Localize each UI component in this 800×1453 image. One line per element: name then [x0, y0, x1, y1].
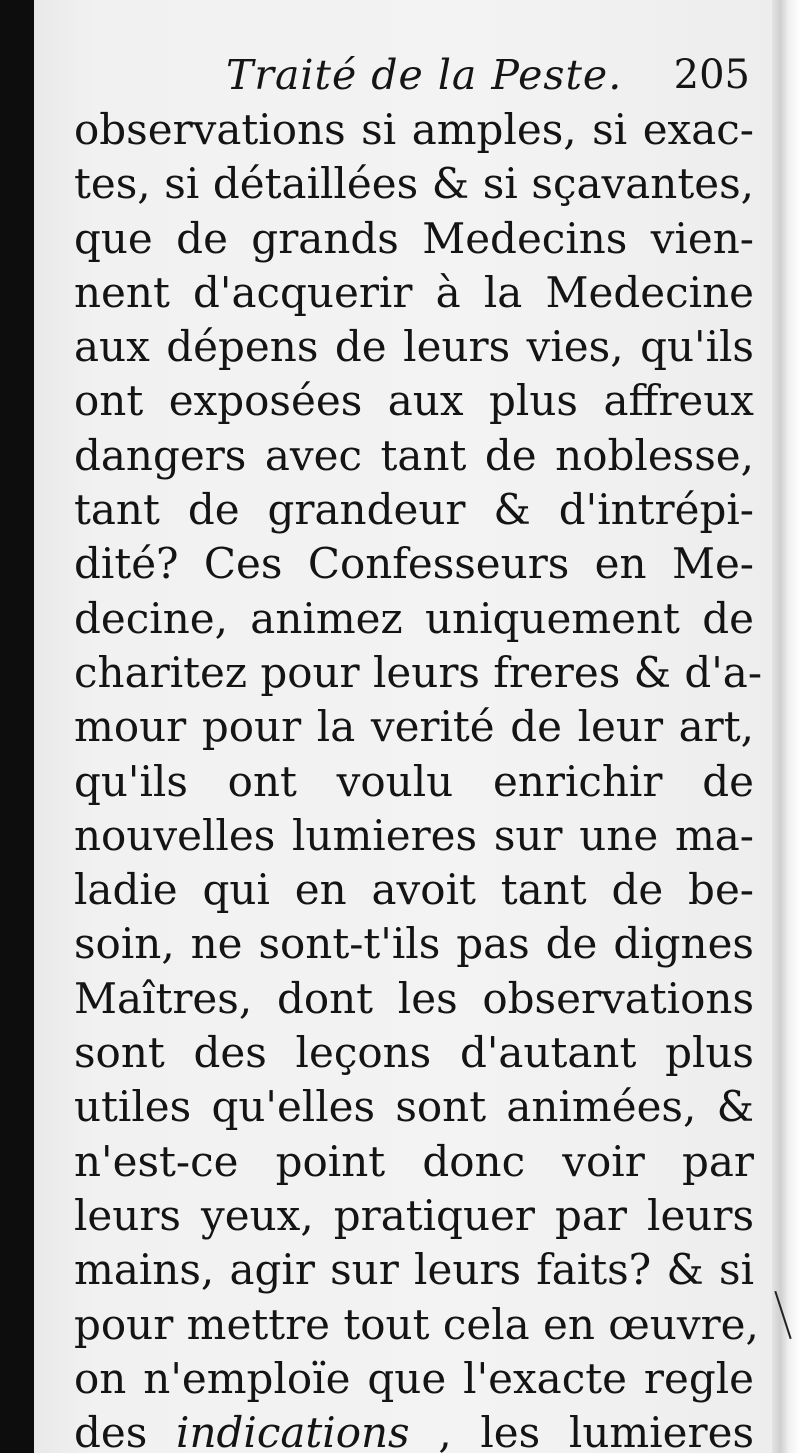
text-line: nouvelles lumieres sur une ma- [74, 810, 754, 860]
text-line: Maîtres, dont les observations [74, 973, 754, 1023]
body-text [74, 103, 763, 1453]
text-line: pour mettre tout cela en œuvre, [74, 1299, 759, 1349]
text-line: mains, agir sur leurs faits? & si [74, 1245, 754, 1295]
text-line: soin, ne sont-t'ils pas de dignes [74, 919, 754, 969]
italic-word: indications [176, 1408, 410, 1453]
text-line: qu'ils ont voulu enrichir de [74, 756, 754, 806]
text-line: n'est-ce point donc voir par [74, 1136, 754, 1186]
book-page [34, 0, 772, 1453]
text-line-last [74, 1406, 754, 1453]
page-fold-mark [774, 1291, 791, 1339]
text-line: on n'emploïe que l'exacte regle [74, 1353, 754, 1403]
text-line: mour pour la verité de leur art, [74, 702, 754, 752]
last-line-start: des [74, 1408, 148, 1453]
text-line: nent d'acquerir à la Medecine [74, 267, 754, 317]
text-line: que de grands Medecins vien- [74, 213, 754, 263]
text-line: leurs yeux, pratiquer par leurs [74, 1190, 754, 1240]
running-head: Traité de la Peste. [226, 51, 623, 99]
text-line: dité? Ces Confesseurs en Me- [74, 539, 754, 589]
text-line: dangers avec tant de noblesse, [74, 430, 754, 480]
page-number: 205 [673, 52, 750, 98]
text-line: sont des leçons d'autant plus [74, 1028, 754, 1078]
text-line: aux dépens de leurs vies, qu'ils [74, 322, 754, 372]
text-line: decine, animez uniquement de [74, 593, 754, 643]
text-line: observations si amples, si exac- [74, 105, 754, 154]
text-line: ladie qui en avoit tant de be- [74, 865, 754, 915]
text-line: tes, si détaillées & si sçavantes, [74, 159, 754, 209]
page-header [74, 50, 754, 100]
last-line-end: , les lumieres [438, 1408, 754, 1453]
text-line: utiles qu'elles sont animées, & [74, 1082, 754, 1132]
text-line: charitez pour leurs freres & d'a- [74, 647, 763, 697]
text-line: tant de grandeur & d'intrépi- [74, 485, 754, 535]
text-line: ont exposées aux plus affreux [74, 376, 754, 426]
page-edge [772, 0, 800, 1453]
